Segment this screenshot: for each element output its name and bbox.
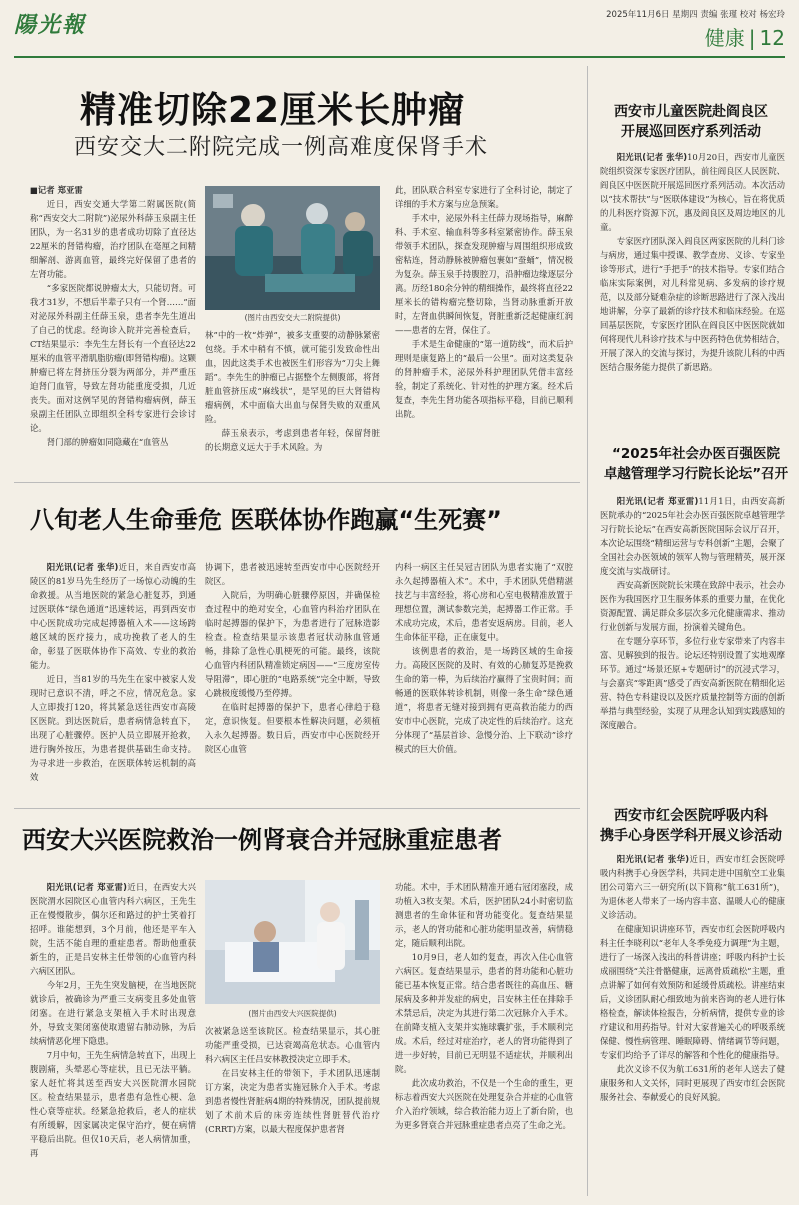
side1-title-line2: 开展巡回医疗系列活动: [621, 124, 761, 140]
paragraph: 手术是生命健康的“第一道防线”，而术后护理则是康复路上的“最后一公里”。面对这类复杂的肾肿瘤手术，泌尿外科护理团队凭借丰富经验，制定了系统化、针对性的护理方案。经术后复查，李先生肾功能各项指标平稳，目前已顺利出院。: [395, 339, 573, 419]
article3-photo: [205, 880, 380, 1004]
side1-byline: 阳光讯(记者 张华): [616, 152, 688, 162]
dateline: 2025年11月6日 星期四 责编 张瑾 校对 杨宏玲: [606, 10, 785, 20]
article1-subheadline: 西安交大二附院完成一例高难度保肾手术: [74, 135, 489, 160]
surgery-scene-illustration: [205, 186, 380, 310]
paragraph: 肾门部的肿瘤如同隐藏在“血管丛: [46, 437, 169, 447]
article1-col3: [395, 183, 573, 474]
side2-body: [600, 494, 785, 756]
side1-title: [596, 102, 786, 142]
paragraph: 协调下，患者被迅速转至西安市中心医院经开院区。: [205, 562, 380, 586]
paragraph: 10月9日，老人如约复查，再次入住心血管六病区。复查结果显示，患者的肾功能和心脏功能已基本恢复正常。结合患者既往的高血压、糖尿病及多种并发症的病史，吕安林主任在排除手术禁忌后，决定为其进行第二次冠脉介入手术。在前降支植入支架并实施球囊扩张，手术顺利完成。术后，经过对症治疗，老人的肾功能得到了进一步好转，目前已无明显不适症状，并顺利出院。: [395, 952, 573, 1074]
side2-title-line1: “2025年社会办医百强医院: [612, 446, 780, 462]
paragraph: 功能。术中，手术团队精准开通右冠闭塞段，成功植入3枚支架。术后，医护团队24小时密切监测患者的生命体征和肾功能变化。复查结果显示，老人的肾功能和心脏功能明显改善，病情稳定，随后顺利出院。: [395, 882, 573, 948]
article3-col3: [395, 880, 573, 1198]
side3-title: [596, 806, 786, 846]
paragraph: 今年2月，王先生突发脑梗，在当地医院就诊后，被确诊为严重三支病变且多处血管闭塞。在进行紧急支架植入手术时出现意外，导致支架闭塞使取遗留右肺动脉，为后续病情恶化埋下隐患。: [30, 980, 196, 1046]
side1-title-line1: 西安市儿童医院赴阎良区: [614, 104, 768, 120]
article2-byline: 阳光讯(记者 张华): [46, 562, 119, 572]
side2-title: [596, 444, 796, 484]
column-divider: [587, 66, 588, 1196]
side3-body: [600, 852, 785, 1198]
page-number: 12: [759, 26, 785, 50]
paragraph: 此次义诊不仅为航工631所的老年人送去了健康服务和人文关怀，同时更展现了西安市红会医院服务社会、奉献爱心的良好风貌。: [600, 1064, 785, 1102]
side3-byline: 阳光讯(记者 张华): [616, 854, 690, 864]
paragraph: 内科一病区主任吴冠吉团队为患者实施了“双腔永久起搏器植入术”。术中，手术团队凭借精湛技艺与丰富经验，将心房和心室电极精准放置于理想位置，测试参数完美，起搏器工作正常。手术成功完成，术后，患者安返病房。目前，老人生命体征平稳，正在康复中。: [395, 562, 573, 642]
article2-headline: 八旬老人生命垂危 医联体协作跑赢“生死赛”: [30, 506, 502, 534]
paragraph: 阳光讯(记者 张华)近日，来自西安市高陵区的81岁马先生经历了一场惊心动魄的生命救援。从当地医院的紧急心脏复苏，到通过医联体“绿色通道”迅速转运，再到西安市中心医院成功完成起搏器植入术——这场跨越区域的医疗接力，成功挽救了老人的生命，彰显了医联体协作下高效、专业的救治能力。: [30, 562, 196, 670]
article2-col3: [395, 560, 573, 800]
paragraph: 次被紧急送至该院区。检查结果显示，其心脏功能严重受损，已达衰竭高危状态。心血管内科六病区主任吕安林教授决定立即手术。: [205, 1026, 380, 1064]
hospital-ward-illustration: [205, 880, 380, 1004]
paragraph: 在健康知识讲座环节，西安市红会医院呼吸内科主任李晓利以“老年人冬季免疫力调理”为主题，进行了一场深入浅出的科普讲座；呼吸内科护士长成丽围绕“关注骨骼健康，远离骨质疏松”主题，重点讲解了如何有效预防和延缓骨质疏松。讲座结束后，义诊团队耐心细致地为前来咨询的老人进行体格检查，解读体检报告，分析病情，提供专业的诊疗建议和用药指导。针对大家普遍关心的呼吸系统保健、慢性病管理、睡眠障碍、情绪调节等问题，专家们均给予了详尽的解答和个性化的健康指导。: [600, 924, 785, 1060]
paragraph: 近日，西安交通大学第二附属医院(简称“西安交大二附院”)泌尿外科薛玉泉副主任团队，为一名31岁的患者成功切除了直径达22厘米的肾错构瘤，治疗团队在毫厘之间精细解剖、游离血管，最终完好保留了患者的左肾功能。: [30, 199, 196, 279]
paragraph: 阳光讯(记者 郑亚雷)近日，在西安大兴医院渭水园院区心血管内科六病区，王先生正在慢慢散步，偶尔还和路过的护士笑着打招呼。谁能想到，3个月前，他还是平车入院，生活不能自理的重症患者。帮助他重获新生的，正是吕安林主任带领的心血管内科六病区团队。: [30, 882, 196, 976]
paragraph: 入院后，为明确心脏骤停原因，并确保检查过程中的绝对安全，心血管内科治疗团队在临时起搏器的保护下，为患者进行了冠脉造影检查。检查结果显示该患者冠状动脉血管通畅，排除了急性心肌梗死的可能。最终，该院心血管内科团队精准锁定病因——“三度房室传导阻滞”，即心脏的“电路系统”完全中断，导致心跳极度缓慢乃至停搏。: [205, 590, 380, 698]
side3-title-line1: 西安市红会医院呼吸内科: [614, 808, 768, 824]
article1-col2: [205, 328, 380, 474]
paragraph: 林”中的一枚“炸弹”，被多支重要的动静脉紧密包绕。手术中稍有不慎，就可能引发致命性出血，因此这类手术也被医生们形容为“刀尖上舞蹈”。李先生的肿瘤已占据整个左侧腹部，将肾脏血管挤压成“麻线状”，是罕见的巨大肾错构瘤病例，术中面临大出血与保肾失败的双重风险。: [205, 330, 380, 424]
paragraph: 手术中，泌尿外科主任薛力现场指导，麻醉科、手术室、输血科等多科室紧密协作。薛玉泉带领手术团队，探查发现肿瘤与周围组织形成致密粘连，肾动静脉被肿瘤包裹如“蚕蛹”，情况极为复杂。薛玉泉手持腹腔刀，沿肿瘤边缘逐层分离。历经180余分钟的精细操作，最终将直径22厘米长的错构瘤完整切除，当肾动脉重新开放时，左肾血供瞬间恢复，肾脏重新泛起健康红润——患者的左肾，保住了。: [395, 213, 573, 335]
article1-photo-caption: (图片由西安交大二附院提供): [244, 313, 341, 322]
side2-byline: 阳光讯(记者 郑亚雷): [616, 496, 699, 506]
article1-byline: ■记者 郑亚雷: [30, 185, 83, 195]
paragraph: 该例患者的救治，是一场跨区域的生命接力。高陵区医院的及时、有效的心肺复苏是挽救生命的第一棒，为后续治疗赢得了宝贵时间；而畅通的医联体转诊机制，则像一条生命“绿色通道”，将患者无缝对接到拥有更高救治能力的西安市中心医院，完成了决定性的后续治疗。这充分体现了“基层首诊、急慢分治、上下联动”诊疗模式的巨大价值。: [395, 646, 573, 754]
side2-title-line2: 卓越管理学习行院长论坛”召开: [603, 466, 789, 482]
paragraph: 在专题分享环节，多位行业专家带来了内容丰富、见解独到的报告。论坛还特别设置了实地观摩环节。通过“场景还原+专题研讨”的沉浸式学习，与会嘉宾“零距离”感受了西安高新医院在精细化运营、特色专科建设以及医疗质量控制等方面的创新举措与典型经验，实现了从理念认知到实践感知的深度融合。: [600, 636, 785, 730]
article3-headline: 西安大兴医院救治一例肾衰合并冠脉重症患者: [22, 826, 502, 854]
paragraph: 7月中旬，王先生病情急转直下，出现上腹剧痛，头晕恶心等症状，且已无法平躺。家人赶忙将其送至西安大兴医院渭水园院区。检查结果显示，患者患有急性心梗、急性心衰等症状。经紧急抢救后，老人的症状有所缓解，因家属决定保守治疗，便在病情平稳后出院。但仅10天后，老人病情加重，再: [30, 1050, 196, 1158]
article1-col1: [30, 183, 196, 473]
article-divider: [14, 482, 580, 483]
side1-body: [600, 150, 785, 432]
article3-photo-caption: (图片由西安大兴医院提供): [248, 1009, 337, 1018]
paragraph: 阳光讯(记者 郑亚雷)11月1日，由西安高新医院承办的“2025年社会办医百强医院卓越管理学习行院长论坛”在西安高新医院国际会议厅召开，本次论坛围绕“精细运营与专科创新”主题，会聚了全国社会办医领域的领军人物与管理精英，展开深度交流与实战研讨。: [600, 496, 785, 576]
article3-byline: 阳光讯(记者 郑亚雷): [46, 882, 127, 892]
paragraph: 此，团队联合科室专家进行了全科讨论，制定了详细的手术方案与应急预案。: [395, 185, 573, 209]
section-name: 健康: [704, 26, 745, 50]
paragraph: “多家医院都说肿瘤太大，只能切肾。可我才31岁，不想后半辈子只有一个肾……”面对泌尿外科副主任薛玉泉，患者李先生道出了自己的忧虑。经询诊入院并完善检查后，CT结果显示：李先生左肾长有一个直径达22厘米的血管平滑肌脂肪瘤(即肾错构瘤)。这颗肿瘤已将左肾挤压分裂为两部分，并严重压迫肾门血管，导致左肾功能重度受损，几近丧失。面对这例罕见的肾错构瘤病例，薛玉泉副主任团队立即组织全科专家进行会诊讨论。: [30, 283, 196, 433]
paragraph: 阳光讯(记者 张华)近日，西安市红会医院呼吸内科携手心身医学科，共同走进中国航空工业集团公司第六三一研究所(以下简称“航工631所”)，为退休老人带来了一场内容丰富、温暖人心的健康义诊活动。: [600, 854, 785, 920]
paragraph: 西安高新医院院长宋璞在致辞中表示，社会办医作为我国医疗卫生服务体系的重要力量，在优化资源配置、满足群众多层次多元化健康需求、推动行业创新与发展方面，扮演着关键角色。: [600, 580, 785, 632]
masthead-rule: [14, 56, 785, 58]
paragraph: 阳光讯(记者 张华)10月20日，西安市儿童医院组织资深专家医疗团队，前往阎良区人民医院、阎良区中医医院开展巡回医疗系列活动。本次活动以“技术帮扶”与“医联体建设”为核心，旨在将优质的儿科医疗资源下沉，惠及阎良区及周边地区的儿童。: [600, 152, 785, 232]
paragraph: 近日，当81岁的马先生在家中被家人发现时已意识不清，呼之不应，情况危急。家人立即拨打120，将其紧急送往西安市高陵区医院。到达医院后，患者病情急转直下，出现了心脏骤停。医护人员立即展开抢救，进行胸外按压，为患者提供基础生命支持。为寻求进一步救治，在医联体转运机制的高效: [30, 674, 196, 782]
page-section-label: [705, 22, 785, 51]
paragraph: 此次成功救治，不仅是一个生命的重生，更标志着西安大兴医院在处理复杂合并症的心血管介入治疗领域，综合救治能力迈上了新台阶，也为更多肾衰合并冠脉重症患者点亮了生命之光。: [395, 1078, 573, 1130]
masthead: [0, 0, 799, 64]
paragraph: 专家医疗团队深入阎良区两家医院的儿科门诊与病房，通过集中授课、教学查房、义诊、专家坐诊等形式，进行“手把手”的技术指导。专家们结合临床实际案例，对儿科常见病、多发病的诊疗规范，以及部分疑难杂症的诊断思路进行了深入浅出地讲解，分享了最新的诊疗技术和临床经验。在巡回基层医院，专家医疗团队在阎良区中医医院就如何将现代儿科诊疗技术与中医药特色优势相结合，开展了深入的交流与探讨，为提升该院儿科的中西医结合服务能力提供了新思路。: [600, 236, 785, 372]
paragraph: 在临时起搏器的保护下，患者心律趋于稳定，意识恢复。但要根本性解决问题，必须植入永久起搏器。数日后，西安市中心医院经开院区心血管: [205, 702, 380, 754]
article2-col2: [205, 560, 380, 800]
article3-col1: [30, 880, 196, 1198]
section-divider: |: [748, 26, 756, 50]
article1-photo: [205, 186, 380, 310]
newspaper-logo: 陽光報: [14, 12, 87, 38]
article-divider: [14, 808, 580, 809]
article1-headline: 精准切除22厘米长肿瘤: [80, 90, 466, 131]
side3-title-line2: 携手心身医学科开展义诊活动: [600, 828, 782, 844]
paragraph: 在吕安林主任的带领下，手术团队迅速制订方案，决定为患者实施冠脉介入手术。考虑到患者慢性肾脏病4期的特殊情况，团队提前规划了术前术后的床旁连续性肾脏替代治疗(CRRT)方案，以最大程度保护患者肾: [205, 1068, 380, 1134]
article3-col2: [205, 1024, 380, 1198]
article2-col1: [30, 560, 196, 800]
paragraph: 薛玉泉表示，考虑到患者年轻，保留肾脏的长期意义远大于手术风险。为: [205, 428, 380, 452]
